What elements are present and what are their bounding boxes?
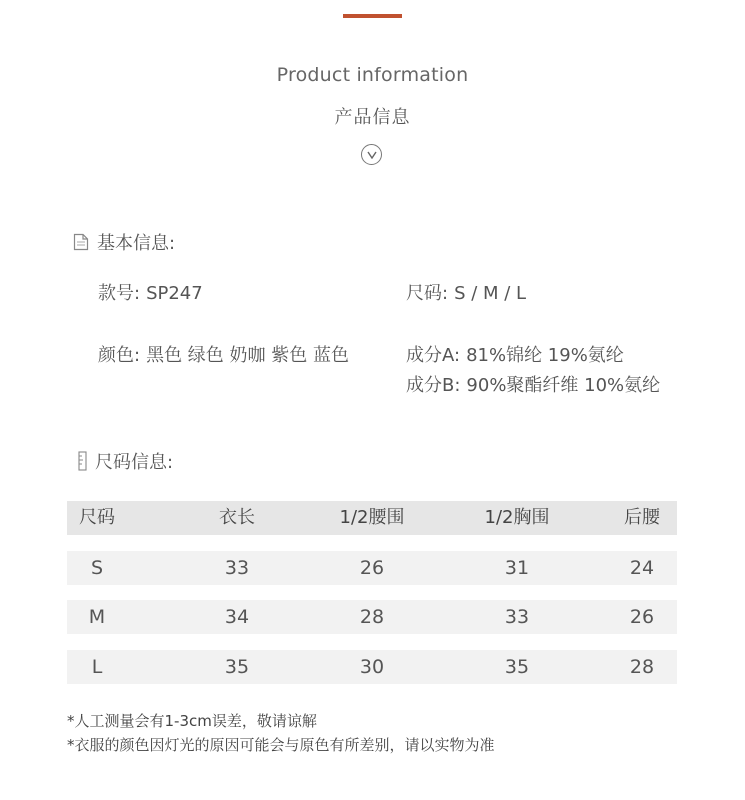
composition-a-label: 成分A: (406, 345, 461, 366)
table-cell: 33 (504, 606, 530, 628)
colors-value: 黑色 绿色 奶咖 紫色 蓝色 (146, 345, 349, 366)
accent-bar (343, 14, 402, 18)
size-info-title: 尺码信息: (95, 452, 174, 473)
document-icon (73, 233, 89, 251)
table-cell: 31 (504, 557, 530, 579)
ruler-icon (78, 451, 87, 471)
table-cell: 30 (359, 656, 385, 678)
page-subtitle: 产品信息 (334, 107, 411, 128)
colors-label: 颜色: (98, 345, 141, 366)
table-cell: 28 (359, 606, 385, 628)
table-row (67, 551, 677, 585)
table-cell: 34 (224, 606, 250, 628)
table-row (67, 600, 677, 634)
composition-a (406, 341, 624, 367)
composition-b (406, 371, 660, 397)
col-header-length: 衣长 (219, 507, 255, 528)
chevron-down-circle-icon[interactable] (361, 144, 382, 165)
measurement-note: *人工测量会有1-3cm误差，敬请谅解 (67, 712, 317, 730)
size-table-header (67, 501, 677, 535)
col-header-size: 尺码 (79, 507, 115, 528)
size-list (406, 279, 526, 305)
table-cell: M (88, 606, 106, 628)
basic-info-title: 基本信息: (97, 233, 176, 254)
basic-info-heading (73, 229, 175, 255)
col-header-half-chest: 1/2胸围 (484, 507, 550, 528)
table-cell: L (91, 656, 103, 678)
style-number-value: SP247 (146, 283, 203, 304)
page-title: Product information (276, 64, 469, 86)
table-cell: 28 (629, 656, 655, 678)
table-cell: 26 (359, 557, 385, 579)
style-number-label: 款号: (98, 283, 141, 304)
composition-b-value: 90%聚酯纤维 10%氨纶 (466, 375, 661, 396)
style-number (98, 279, 203, 305)
size-info-heading (78, 448, 173, 474)
table-cell: 35 (224, 656, 250, 678)
colors (98, 341, 349, 367)
table-cell: S (90, 557, 104, 579)
composition-a-value: 81%锦纶 19%氨纶 (466, 345, 624, 366)
col-header-half-waist: 1/2腰围 (339, 507, 405, 528)
table-row (67, 650, 677, 684)
color-note: *衣服的颜色因灯光的原因可能会与原色有所差别，请以实物为准 (67, 736, 495, 754)
table-cell: 26 (629, 606, 655, 628)
composition-b-label: 成分B: (406, 375, 461, 396)
col-header-back-waist: 后腰 (624, 507, 660, 528)
size-list-label: 尺码: (406, 283, 449, 304)
size-list-value: S / M / L (454, 283, 527, 304)
table-cell: 35 (504, 656, 530, 678)
table-cell: 24 (629, 557, 655, 579)
table-cell: 33 (224, 557, 250, 579)
